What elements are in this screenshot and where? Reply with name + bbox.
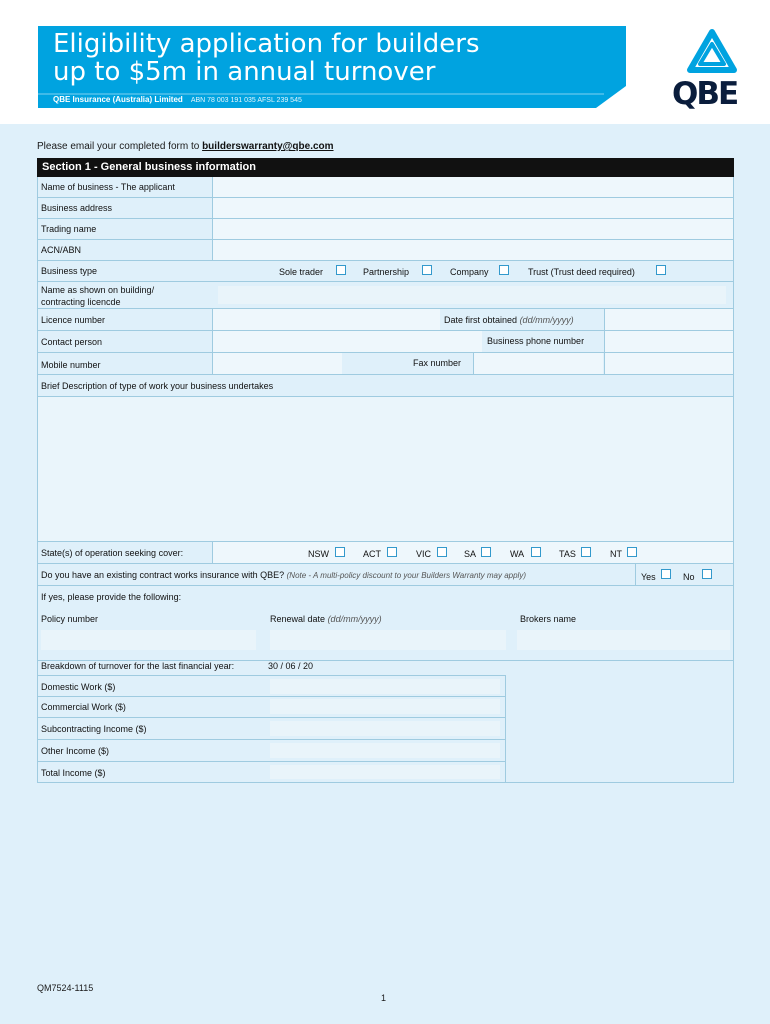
turnover-date-field[interactable]: 30 / 06 / 20 [268, 661, 314, 671]
row-mobile-fax [37, 353, 734, 375]
income-row-subcontracting [37, 718, 506, 740]
trust-checkbox[interactable] [656, 265, 666, 275]
company-line: QBE Insurance (Australia) Limited ABN 78 003 191 035 AFSL 239 545 [53, 95, 302, 104]
row-states [37, 542, 734, 564]
label-policy-number: Policy number [41, 614, 99, 624]
sa-checkbox[interactable] [481, 547, 491, 557]
trading-name-field[interactable] [212, 219, 733, 239]
label-acn-abn: ACN/ABN [41, 245, 82, 255]
label-business-address: Business address [41, 203, 113, 213]
row-contact-person [37, 331, 734, 353]
subcontracting-income-field[interactable] [270, 721, 500, 736]
state-sa-label: SA [464, 549, 477, 559]
total-income-field[interactable] [270, 765, 500, 779]
label-turnover: Breakdown of turnover for the last financial year: [41, 661, 235, 671]
state-tas-label: TAS [559, 549, 576, 559]
section-1-header: Section 1 - General business information [37, 158, 734, 177]
page-number: 1 [381, 993, 387, 1003]
nt-checkbox[interactable] [627, 547, 637, 557]
name-of-business-field[interactable] [212, 177, 733, 197]
domestic-work-field[interactable] [270, 679, 500, 694]
fax-extra-field[interactable] [604, 353, 733, 374]
label-if-yes: If yes, please provide the following: [41, 592, 182, 602]
row-acn-abn [37, 240, 734, 261]
row-policy-details [37, 586, 734, 661]
label-contract-works: Do you have an existing contract works insurance with QBE? (Note - A multi-policy discount to your Builders Warranty may apply) [41, 570, 526, 580]
label-name-of-business: Name of business - The applicant [41, 182, 175, 192]
renewal-date-field[interactable] [270, 630, 506, 650]
mobile-number-field[interactable] [212, 353, 342, 374]
acn-abn-field[interactable] [212, 240, 733, 260]
yes-label: Yes [641, 572, 656, 582]
row-contract-works [37, 564, 734, 586]
yes-checkbox[interactable] [661, 569, 671, 579]
licence-number-field[interactable] [212, 309, 440, 330]
state-act-label: ACT [363, 549, 381, 559]
type-sole-trader-label: Sole trader [279, 267, 324, 277]
row-brief-description-label [37, 375, 734, 397]
label-commercial-work: Commercial Work ($) [41, 702, 126, 712]
qbe-logo-text: QBE [672, 76, 738, 112]
label-mobile-number: Mobile number [41, 360, 101, 370]
brief-description-textarea[interactable] [37, 397, 734, 542]
policy-number-field[interactable] [41, 630, 256, 650]
business-phone-field[interactable] [604, 331, 733, 352]
tas-checkbox[interactable] [581, 547, 591, 557]
row-business-type [37, 261, 734, 282]
label-total-income: Total Income ($) [41, 768, 106, 778]
label-contact-person: Contact person [41, 337, 103, 347]
state-nt-label: NT [610, 549, 622, 559]
label-business-type: Business type [41, 266, 98, 276]
contact-person-field[interactable] [212, 331, 482, 352]
label-licence-number: Licence number [41, 315, 106, 325]
row-licence-name [37, 282, 734, 309]
vic-checkbox[interactable] [437, 547, 447, 557]
licence-name-field[interactable] [218, 286, 726, 304]
other-income-field[interactable] [270, 743, 500, 758]
partnership-checkbox[interactable] [422, 265, 432, 275]
company-checkbox[interactable] [499, 265, 509, 275]
act-checkbox[interactable] [387, 547, 397, 557]
label-licence-name: Name as shown on building/ contracting licencde [41, 285, 155, 307]
state-nsw-label: NSW [308, 549, 329, 559]
email-instruction: Please email your completed form to builderswarranty@qbe.com [37, 141, 334, 152]
brokers-name-field[interactable] [517, 630, 730, 650]
state-wa-label: WA [510, 549, 525, 559]
commercial-work-field[interactable] [270, 699, 500, 714]
state-vic-label: VIC [416, 549, 432, 559]
form-code: QM7524-1115 [37, 983, 94, 993]
income-table [37, 675, 506, 783]
sole-trader-checkbox[interactable] [336, 265, 346, 275]
income-row-commercial [37, 696, 506, 718]
row-trading-name [37, 219, 734, 240]
row-business-address [37, 198, 734, 219]
business-address-field[interactable] [212, 198, 733, 218]
label-domestic-work: Domestic Work ($) [41, 682, 116, 692]
label-business-phone: Business phone number [487, 336, 585, 346]
type-partnership-label: Partnership [363, 267, 410, 277]
label-renewal-date: Renewal date (dd/mm/yyyy) [270, 614, 382, 624]
income-row-total [37, 762, 506, 783]
label-states: State(s) of operation seeking cover: [41, 548, 184, 558]
no-label: No [683, 572, 695, 582]
date-first-obtained-field[interactable] [604, 309, 733, 330]
label-other-income: Other Income ($) [41, 746, 110, 756]
type-company-label: Company [450, 267, 489, 277]
label-brokers-name: Brokers name [520, 614, 577, 624]
label-trading-name: Trading name [41, 224, 97, 234]
nsw-checkbox[interactable] [335, 547, 345, 557]
label-fax-number: Fax number [413, 358, 462, 368]
income-row-other [37, 740, 506, 762]
fax-number-field[interactable] [473, 353, 603, 374]
label-date-first-obtained: Date first obtained (dd/mm/yyyy) [444, 315, 574, 325]
row-name-of-business [37, 177, 734, 198]
email-link[interactable]: builderswarranty@qbe.com [202, 141, 334, 152]
no-checkbox[interactable] [702, 569, 712, 579]
row-licence-number [37, 309, 734, 331]
wa-checkbox[interactable] [531, 547, 541, 557]
type-trust-label: Trust (Trust deed required) [528, 267, 635, 277]
income-row-domestic [37, 675, 506, 697]
page-title: Eligibility application for builders up to $5m in annual turnover [53, 29, 480, 87]
label-brief-description: Brief Description of type of work your business undertakes [41, 381, 274, 391]
label-subcontracting-income: Subcontracting Income ($) [41, 724, 147, 734]
